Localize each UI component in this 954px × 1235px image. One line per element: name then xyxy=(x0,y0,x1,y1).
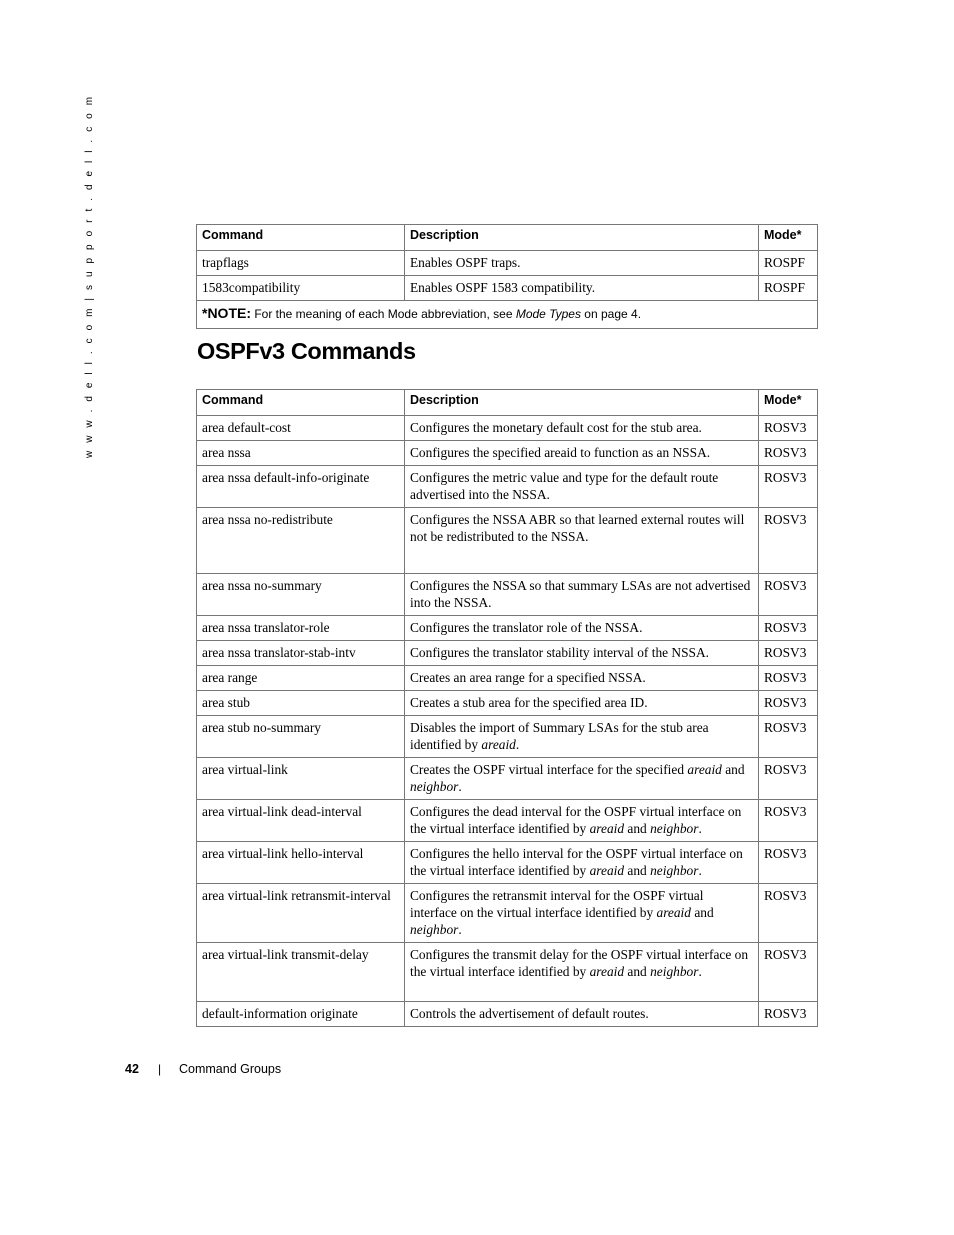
description-param: neighbor xyxy=(410,922,459,937)
description-text: Configures the transmit delay for the OSPF virtual interface on the virtual interface identified by xyxy=(410,947,749,979)
table-row xyxy=(197,800,818,842)
table-row xyxy=(197,466,818,508)
mode-cell: ROSV3 xyxy=(759,758,818,800)
command-table-ospfv3 xyxy=(196,389,818,1027)
description-cell: Configures the specified areaid to function as an NSSA. xyxy=(405,441,759,466)
command-cell: area virtual-link retransmit-interval xyxy=(197,884,405,943)
table-row xyxy=(197,691,818,716)
footer-chapter-title: Command Groups xyxy=(179,1062,282,1076)
note-label: *NOTE: xyxy=(202,305,251,321)
description-text: Creates the OSPF virtual interface for the specified xyxy=(410,762,688,777)
command-cell: area nssa xyxy=(197,441,405,466)
mode-cell: ROSPF xyxy=(759,251,818,276)
description-param: neighbor xyxy=(410,779,459,794)
command-cell: area nssa no-redistribute xyxy=(197,508,405,574)
header-command: Command xyxy=(197,225,405,251)
description-text: and xyxy=(690,905,714,920)
description-text: Configures the retransmit interval for the OSPF virtual interface on the virtual interface identified by xyxy=(410,888,704,920)
table-row xyxy=(197,666,818,691)
description-text: . xyxy=(698,964,702,979)
table-row xyxy=(197,251,818,276)
command-cell: area virtual-link xyxy=(197,758,405,800)
command-cell: area virtual-link transmit-delay xyxy=(197,943,405,1002)
note-link[interactable]: Mode Types xyxy=(515,307,581,321)
description-cell xyxy=(405,842,759,884)
command-cell: area nssa translator-role xyxy=(197,616,405,641)
description-cell: Configures the NSSA ABR so that learned external routes will not be redistributed to the NSSA. xyxy=(405,508,759,574)
description-text: Configures the dead interval for the OSPF virtual interface on the virtual interface identified by xyxy=(410,804,742,836)
description-text: . xyxy=(458,779,462,794)
side-url-text: w w w . d e l l . c o m | s u p p o r t . d e l l . c o m xyxy=(84,94,95,458)
description-cell: Configures the metric value and type for the default route advertised into the NSSA. xyxy=(405,466,759,508)
description-text: Configures the hello interval for the OSPF virtual interface on the virtual interface identified by xyxy=(410,846,743,878)
table-row xyxy=(197,574,818,616)
table-row xyxy=(197,1002,818,1027)
mode-cell: ROSV3 xyxy=(759,691,818,716)
mode-cell: ROSV3 xyxy=(759,574,818,616)
header-description: Description xyxy=(405,225,759,251)
description-cell xyxy=(405,716,759,758)
note-text-after: on page 4. xyxy=(580,307,642,321)
description-cell: Enables OSPF 1583 compatibility. xyxy=(405,276,759,301)
footer-separator: | xyxy=(158,1062,162,1076)
table-row xyxy=(197,758,818,800)
table-row xyxy=(197,884,818,943)
page-number: 42 xyxy=(125,1062,139,1076)
command-cell: area stub no-summary xyxy=(197,716,405,758)
mode-cell: ROSV3 xyxy=(759,508,818,574)
description-text: . xyxy=(698,863,702,878)
table-row xyxy=(197,441,818,466)
note-row xyxy=(197,301,818,329)
description-cell: Configures the NSSA so that summary LSAs are not advertised into the NSSA. xyxy=(405,574,759,616)
command-cell: area virtual-link dead-interval xyxy=(197,800,405,842)
mode-cell: ROSV3 xyxy=(759,842,818,884)
mode-cell: ROSV3 xyxy=(759,716,818,758)
mode-cell: ROSV3 xyxy=(759,466,818,508)
description-text: and xyxy=(624,863,651,878)
command-cell: trapflags xyxy=(197,251,405,276)
description-param: neighbor xyxy=(650,821,699,836)
table-row xyxy=(197,616,818,641)
table-row xyxy=(197,842,818,884)
header-mode: Mode* xyxy=(759,390,818,416)
description-text: and xyxy=(624,821,651,836)
description-param: neighbor xyxy=(650,863,699,878)
note-text: For the meaning of each Mode abbreviation, see xyxy=(251,307,516,321)
command-cell: default-information originate xyxy=(197,1002,405,1027)
description-cell xyxy=(405,884,759,943)
mode-cell: ROSV3 xyxy=(759,416,818,441)
header-mode: Mode* xyxy=(759,225,818,251)
command-cell: area virtual-link hello-interval xyxy=(197,842,405,884)
description-text: . xyxy=(515,737,520,752)
description-cell xyxy=(405,758,759,800)
mode-cell: ROSV3 xyxy=(759,666,818,691)
description-cell: Controls the advertisement of default routes. xyxy=(405,1002,759,1027)
description-param: areaid xyxy=(589,821,625,836)
description-cell: Configures the translator role of the NSSA. xyxy=(405,616,759,641)
mode-cell: ROSPF xyxy=(759,276,818,301)
command-cell: area stub xyxy=(197,691,405,716)
command-table-ospf xyxy=(196,224,818,329)
description-cell xyxy=(405,943,759,1002)
description-text: . xyxy=(458,922,462,937)
command-cell: area range xyxy=(197,666,405,691)
command-cell: area default-cost xyxy=(197,416,405,441)
description-cell: Creates a stub area for the specified area ID. xyxy=(405,691,759,716)
note-cell xyxy=(197,301,818,329)
description-cell xyxy=(405,800,759,842)
description-cell: Enables OSPF traps. xyxy=(405,251,759,276)
description-text: Disables the import of Summary LSAs for the stub area identified by xyxy=(410,720,709,752)
mode-cell: ROSV3 xyxy=(759,1002,818,1027)
table-row xyxy=(197,641,818,666)
description-param: areaid xyxy=(687,762,722,777)
table-header-row xyxy=(197,390,818,416)
table-header-row xyxy=(197,225,818,251)
table-row xyxy=(197,943,818,1002)
description-param: areaid xyxy=(656,905,691,920)
mode-cell: ROSV3 xyxy=(759,441,818,466)
mode-cell: ROSV3 xyxy=(759,616,818,641)
description-param: areaid xyxy=(589,863,625,878)
description-param: areaid xyxy=(589,964,625,979)
command-cell: 1583compatibility xyxy=(197,276,405,301)
command-cell: area nssa translator-stab-intv xyxy=(197,641,405,666)
description-cell: Configures the translator stability interval of the NSSA. xyxy=(405,641,759,666)
description-param: neighbor xyxy=(650,964,699,979)
description-cell: Creates an area range for a specified NSSA. xyxy=(405,666,759,691)
description-text: and xyxy=(721,762,745,777)
description-cell: Configures the monetary default cost for the stub area. xyxy=(405,416,759,441)
mode-cell: ROSV3 xyxy=(759,943,818,1002)
table-row xyxy=(197,276,818,301)
table-row xyxy=(197,716,818,758)
header-description: Description xyxy=(405,390,759,416)
command-cell: area nssa default-info-originate xyxy=(197,466,405,508)
table-row xyxy=(197,416,818,441)
mode-cell: ROSV3 xyxy=(759,884,818,943)
command-cell: area nssa no-summary xyxy=(197,574,405,616)
description-text: . xyxy=(698,821,702,836)
description-text: and xyxy=(624,964,651,979)
table-row xyxy=(197,508,818,574)
mode-cell: ROSV3 xyxy=(759,800,818,842)
mode-cell: ROSV3 xyxy=(759,641,818,666)
section-title: OSPFv3 Commands xyxy=(197,338,416,364)
header-command: Command xyxy=(197,390,405,416)
description-param: areaid xyxy=(481,737,516,752)
